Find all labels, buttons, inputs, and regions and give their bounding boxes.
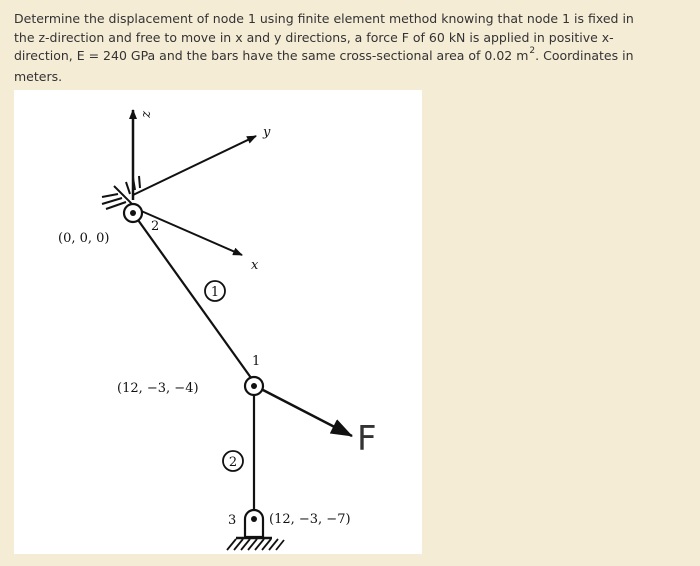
element-2-label: 2 [228, 455, 238, 470]
element-2-marker [223, 451, 243, 471]
node-1-pin [245, 377, 263, 395]
x-axis-label: x [251, 258, 259, 273]
node-2-coordinates: (0, 0, 0) [58, 231, 110, 246]
area-exponent: 2 [529, 46, 536, 56]
force-label: F [357, 419, 377, 459]
problem-line-3 [14, 47, 690, 68]
y-axis-arrow [133, 136, 256, 195]
problem-line-2: the z-direction and free to move in x and y directions, a force F of 60 kN is applied in positive x- [14, 29, 614, 45]
problem-line-1: Determine the displacement of node 1 using finite element method knowing that node 1 is fixed in [14, 11, 634, 26]
element-1-marker [205, 281, 225, 301]
node-1-coordinates: (12, −3, −4) [117, 381, 199, 396]
problem-line-3-text: direction, E = 240 GPa and the bars have the same cross-sectional area of 0.02 m [14, 48, 529, 63]
element-1-bar [133, 213, 254, 382]
force-arrow [263, 390, 352, 436]
node-1-number: 1 [252, 354, 261, 369]
node-2-pin [124, 204, 142, 222]
node-2-number: 2 [151, 219, 160, 234]
problem-statement [14, 10, 690, 86]
problem-line-4: meters. [14, 68, 63, 84]
z-axis-label: z [139, 111, 154, 118]
truss-diagram [14, 90, 422, 554]
y-axis-label: y [263, 125, 271, 140]
node-3-number: 3 [228, 513, 237, 528]
node-3-coordinates: (12, −3, −7) [269, 512, 351, 527]
element-1-label: 1 [210, 285, 220, 300]
truss-diagram-panel [14, 90, 422, 554]
problem-line-3-tail: . Coordinates in [535, 48, 634, 63]
